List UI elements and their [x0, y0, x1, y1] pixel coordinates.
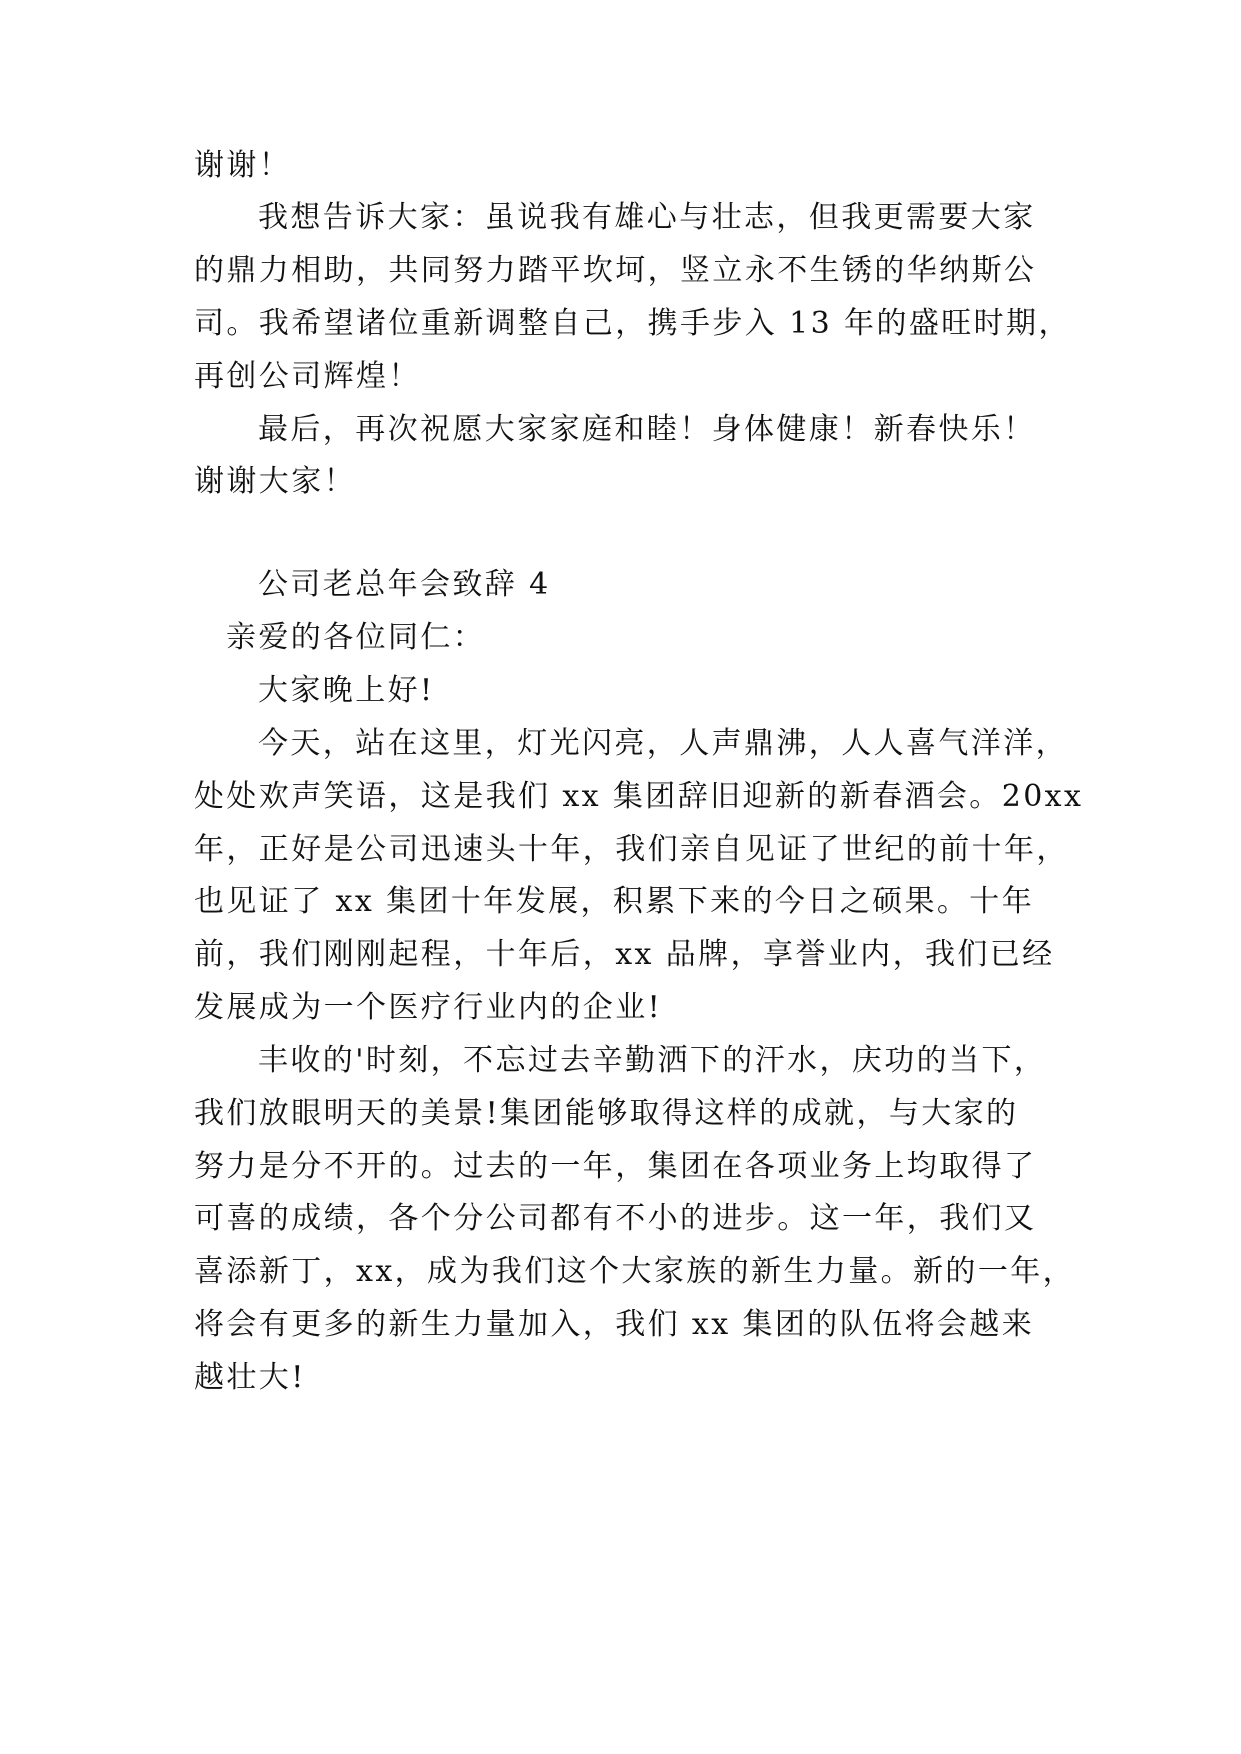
salutation: 亲爱的各位同仁：: [226, 620, 486, 655]
text-line: 司。我希望诸位重新调整自己，携手步入 13 年的盛旺时期，: [194, 306, 1071, 341]
text-line: 发展成为一个医疗行业内的企业!: [194, 990, 663, 1025]
text-line: 可喜的成绩，各个分公司都有不小的进步。这一年，我们又: [194, 1201, 1037, 1236]
text-line: 我们放眼明天的美景!集团能够取得这样的成就，与大家的: [194, 1096, 1019, 1131]
text-line: 前，我们刚刚起程，十年后，xx 品牌，享誉业内，我们已经: [194, 937, 1055, 972]
text-line: 今天，站在这里，灯光闪亮，人声鼎沸，人人喜气洋洋，: [258, 726, 1068, 761]
text-line: 谢谢大家！: [194, 464, 356, 499]
text-line: 谢谢！: [194, 148, 292, 183]
text-line: 我想告诉大家：虽说我有雄心与壮志，但我更需要大家: [258, 200, 1036, 235]
text-line: 努力是分不开的。过去的一年，集团在各项业务上均取得了: [194, 1149, 1037, 1184]
text-line: 处处欢声笑语，这是我们 xx 集团辞旧迎新的新春酒会。20xx: [194, 779, 1084, 814]
text-line: 将会有更多的新生力量加入，我们 xx 集团的队伍将会越来: [194, 1307, 1035, 1342]
text-line: 的鼎力相助，共同努力踏平坎坷，竖立永不生锈的华纳斯公: [194, 253, 1037, 288]
text-line: 越壮大!: [194, 1360, 306, 1395]
text-line: 喜添新丁，xx，成为我们这个大家族的新生力量。新的一年，: [194, 1254, 1076, 1289]
text-line: 最后，再次祝愿大家家庭和睦！身体健康！新春快乐！: [258, 412, 1036, 447]
text-line: 丰收的'时刻，不忘过去辛勤洒下的汗水，庆功的当下，: [258, 1043, 1047, 1078]
text-line: 年，正好是公司迅速头十年，我们亲自见证了世纪的前十年，: [194, 832, 1069, 867]
text-line: 也见证了 xx 集团十年发展，积累下来的今日之硕果。十年: [194, 884, 1035, 919]
section-heading: 公司老总年会致辞 4: [258, 567, 551, 602]
text-line: 再创公司辉煌！: [194, 359, 421, 394]
greeting: 大家晚上好!: [258, 673, 435, 708]
